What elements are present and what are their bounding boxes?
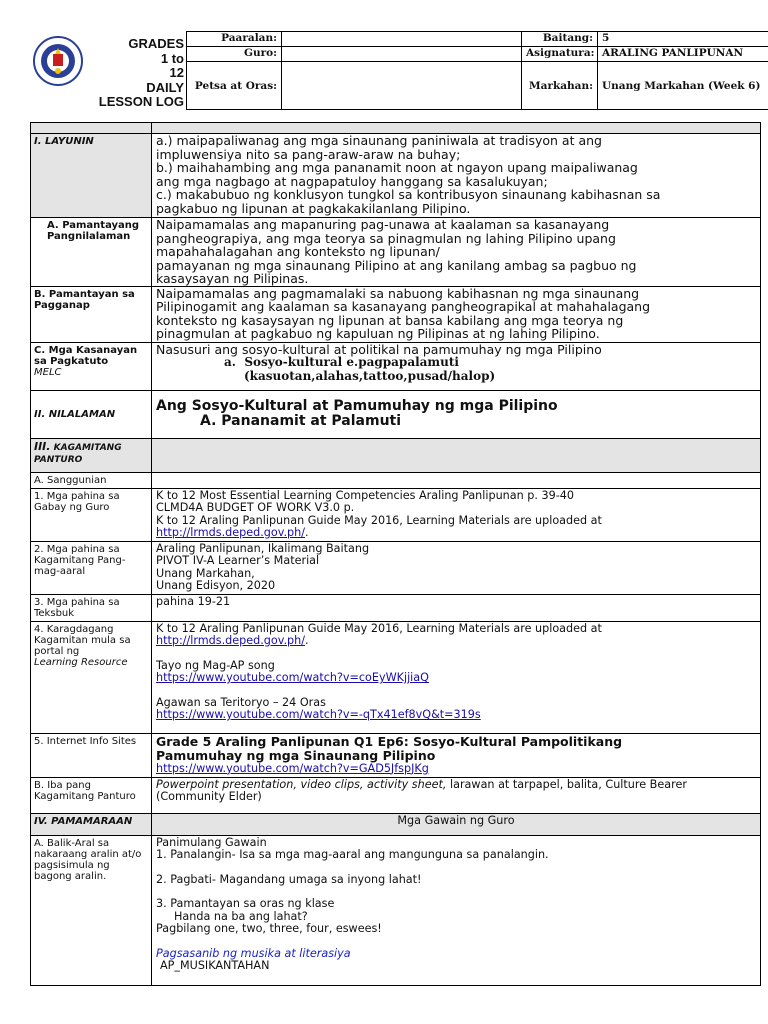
table-top-strip (31, 123, 761, 134)
layunin-line: c.) makabubuo ng konklusyon tungkol sa kontribusyon sinaunang kabihasnan sa (156, 187, 661, 202)
layunin-line: a.) maipapaliwanag ang mga sinaunang paniniwala at tradisyon at ang (156, 133, 602, 148)
kasanayan-content (152, 342, 761, 390)
baitang-label: Baitang: (522, 32, 598, 47)
kagamitang-panturo-label: KAGAMITANG PANTURO (34, 442, 122, 465)
balik-aral-label: A. Balik-Aral sa nakaraang aralin at/o pagsisimula ng bagong aralin. (31, 835, 152, 985)
integration-code: AP_MUSIKANTAHAN (160, 959, 270, 972)
content-line: Unang Markahan, (156, 566, 255, 580)
content-line: K to 12 Most Essential Learning Competencies Araling Panlipunan p. 39-40 (156, 488, 574, 502)
video-title-line: Grade 5 Araling Panlipunan Q1 Ep6: Sosyo-Kultural Pampolitikang (156, 733, 623, 749)
youtube-link-agawan[interactable]: https://www.youtube.com/watch?v=-qTx41ef8vQ&t=319s (156, 708, 481, 721)
petsa-field[interactable] (282, 62, 522, 110)
iba-pang-kagamitan-rest: larawan at tarpapel, balita, Culture Bearer (Community Elder) (156, 777, 687, 803)
layunin-content (152, 134, 761, 218)
melc-label: MELC (34, 366, 62, 378)
youtube-link-episode[interactable]: https://www.youtube.com/watch?v=GAD5JfspJKg (156, 761, 429, 775)
nilalaman-content (152, 390, 761, 438)
youtube-link-song[interactable]: https://www.youtube.com/watch?v=coEyWKjjiaQ (156, 671, 429, 684)
karagdagang-kagamitan-label-cell (31, 621, 152, 733)
pamantayan-sa-pagganap-row (31, 286, 761, 342)
iba-pang-kagamitan-row (31, 777, 761, 813)
sanggunian-row (31, 472, 761, 488)
karagdagang-kagamitan-label: 4. Karagdagang Kagamitan mula sa portal ng (34, 623, 131, 657)
lesson-plan-table (30, 122, 761, 986)
video-title-line: Pamumuhay ng mga Sinaunang Pilipino (156, 747, 436, 763)
karagdagang-kagamitan-row (31, 621, 761, 733)
paaralan-field[interactable] (282, 32, 522, 47)
activity-subitem: Handa na ba ang lahat? (174, 909, 308, 923)
kagamitang-pang-mag-aaral-row (31, 541, 761, 594)
nilalaman-row (31, 390, 761, 438)
sanggunian-label: A. Sanggunian (31, 472, 152, 488)
baitang-value: 5 (598, 32, 768, 47)
content-line: PIVOT IV-A Learner’s Material (156, 554, 320, 567)
content-line: pangheograpiya, ang mga teorya sa pinagmulan ng lahing Pilipino upang (156, 230, 616, 246)
song-label: Tayo ng Mag-AP song (156, 658, 275, 672)
kasanayan-item-detail: (kasuotan,alahas,tattoo,pusad/halop) (244, 368, 496, 383)
kagamitang-pang-mag-aaral-label: 2. Mga pahina sa Kagamitang Pang-mag-aaral (31, 541, 152, 594)
content-line: K to 12 Araling Panlipunan Guide May 2016, Learning Materials are uploaded at (156, 621, 602, 635)
kagamitang-pang-mag-aaral-content (152, 541, 761, 594)
nilalaman-title: Ang Sosyo-Kultural at Pamumuhay ng mga Pilipino (156, 397, 558, 414)
content-line: Naipamamalas ang mapanuring pag-unawa at kaalaman sa kasanayang (156, 217, 610, 232)
kasanayan-item (156, 356, 756, 370)
gabay-ng-guro-content (152, 488, 761, 541)
kasanayan-item-text: Sosyo-kultural e.pagpapalamuti (244, 355, 459, 369)
iba-pang-kagamitan-italic: Powerpoint presentation, video clips, activity sheet, (156, 777, 447, 791)
kagamitang-panturo-label-cell (31, 438, 152, 472)
asignatura-value: ARALING PANLIPUNAN (598, 47, 768, 62)
layunin-line: pagkabuo ng lipunan at pagkakakilanlang Pilipino. (156, 200, 471, 216)
paaralan-label: Paaralan: (187, 32, 282, 47)
content-line: Pilipinogamit ang kaalaman sa kasanayang pangheograpikal at mahahalagang (156, 299, 651, 314)
content-line: Araling Panlipunan, Ikalimang Baitang (156, 541, 370, 555)
markahan-label: Markahan: (522, 62, 598, 110)
balik-aral-content (152, 835, 761, 985)
agawan-label: Agawan sa Teritoryo – 24 Oras (156, 695, 326, 709)
pamantayang-pangnilalaman-row (31, 218, 761, 287)
content-line: pinagmulan at pagkabuo ng kapuluan ng Pilipinas at ng lahing Pilipino. (156, 326, 600, 341)
kagamitang-roman: III. (34, 439, 51, 453)
lrmds-link[interactable]: http://lrmds.deped.gov.ph/ (156, 526, 306, 539)
content-line: Naipamamalas ang pagmamalaki sa nabuong kabihasnan ng mga sinaunang (156, 285, 640, 301)
link-suffix: . (305, 634, 309, 647)
activity-item: Pagbilang one, two, three, four, eswees! (156, 922, 382, 935)
activity-item: 1. Panalangin- Isa sa mga mag-aaral ang mangunguna sa panalangin. (156, 848, 549, 861)
header-info-table (186, 31, 768, 110)
mga-gawain-ng-guro-header: Mga Gawain ng Guro (152, 813, 761, 835)
internet-info-content (152, 733, 761, 777)
lesson-log-header (30, 30, 760, 110)
lrmds-link[interactable]: http://lrmds.deped.gov.ph/ (156, 634, 306, 647)
content-line: K to 12 Araling Panlipunan Guide May 2016, Learning Materials are uploaded at (156, 513, 602, 527)
deped-seal-logo (33, 36, 83, 86)
content-line: pamayanan ng mga sinaunang Pilipino at ang kanilang ambag sa pagbuo ng (156, 257, 637, 273)
layunin-line: ang mga nagbago at nagpapatuloy hanggang sa kasalukuyan; (156, 173, 548, 189)
activity-item: 3. Pamantayan sa oras ng klase (156, 897, 335, 910)
guro-field[interactable] (282, 47, 522, 62)
teksbuk-row (31, 594, 761, 621)
integration-note: Pagsasanib ng musika at literasiya (156, 946, 351, 960)
asignatura-label: Asignatura: (522, 47, 598, 62)
pamantayang-pangnilalaman-content (152, 218, 761, 287)
nilalaman-label: II. NILALAMAN (31, 390, 152, 438)
kasanayan-label-cell (31, 342, 152, 390)
layunin-line: b.) maihahambing ang mga pananamit noon at ngayon upang maipaliwanag (156, 160, 638, 175)
kasanayan-row (31, 342, 761, 390)
internet-info-label: 5. Internet Info Sites (31, 733, 152, 777)
learning-resource-label: Learning Resource (34, 656, 128, 668)
content-line: Unang Edisyon, 2020 (156, 579, 276, 592)
kasanayan-label: C. Mga Kasanayan sa Pagkatuto (34, 344, 138, 367)
teksbuk-value: pahina 19-21 (152, 594, 761, 621)
activity-item: 2. Pagbati- Magandang umaga sa inyong lahat! (156, 872, 422, 886)
panimulang-gawain-heading: Panimulang Gawain (156, 835, 267, 849)
karagdagang-kagamitan-content (152, 621, 761, 733)
content-line: CLMD4A BUDGET OF WORK V3.0 p. (156, 501, 355, 514)
content-line: mapahahalagahan ang konteksto ng lipunan/ (156, 244, 440, 259)
layunin-line: impluwensiya nito sa pang-araw-araw na buhay; (156, 146, 461, 162)
nilalaman-subtitle: A. Pananamit at Palamuti (200, 413, 402, 429)
guro-label: Guro: (187, 47, 282, 62)
kasanayan-line: Nasusuri ang sosyo-kultural at politikal na pamumuhay ng mga Pilipino (156, 341, 602, 357)
layunin-label: I. LAYUNIN (31, 134, 152, 218)
content-line: kasaysayan ng Pilipinas. (156, 271, 309, 286)
balik-aral-row (31, 835, 761, 985)
pamantayang-pangnilalaman-label: A. Pamantayang Pangnilalaman (31, 218, 152, 287)
iba-pang-kagamitan-label: B. Iba pang Kagamitang Panturo (31, 777, 152, 813)
petsa-label: Petsa at Oras: (187, 62, 282, 110)
teksbuk-label: 3. Mga pahina sa Teksbuk (31, 594, 152, 621)
link-suffix: . (305, 526, 309, 539)
pamamaraan-label: IV. PAMAMARAAN (31, 813, 152, 835)
kagamitang-panturo-row (31, 438, 761, 472)
pamamaraan-row (31, 813, 761, 835)
pamantayan-sa-pagganap-content (152, 286, 761, 342)
gabay-ng-guro-label: 1. Mga pahina sa Gabay ng Guro (31, 488, 152, 541)
internet-info-row (31, 733, 761, 777)
grades-daily-lesson-log-title: GRADES 1 to 12 DAILY LESSON LOG (98, 36, 184, 109)
iba-pang-kagamitan-content (152, 777, 761, 813)
kasanayan-item-marker: a. (224, 355, 236, 369)
layunin-row (31, 134, 761, 218)
gabay-ng-guro-row (31, 488, 761, 541)
markahan-value: Unang Markahan (Week 6) (598, 62, 768, 110)
pamantayan-sa-pagganap-label: B. Pamantayan sa Pagganap (31, 286, 152, 342)
content-line: konteksto ng kasaysayan ng lipunan at bansa kabilang ang mga teorya ng (156, 312, 624, 328)
